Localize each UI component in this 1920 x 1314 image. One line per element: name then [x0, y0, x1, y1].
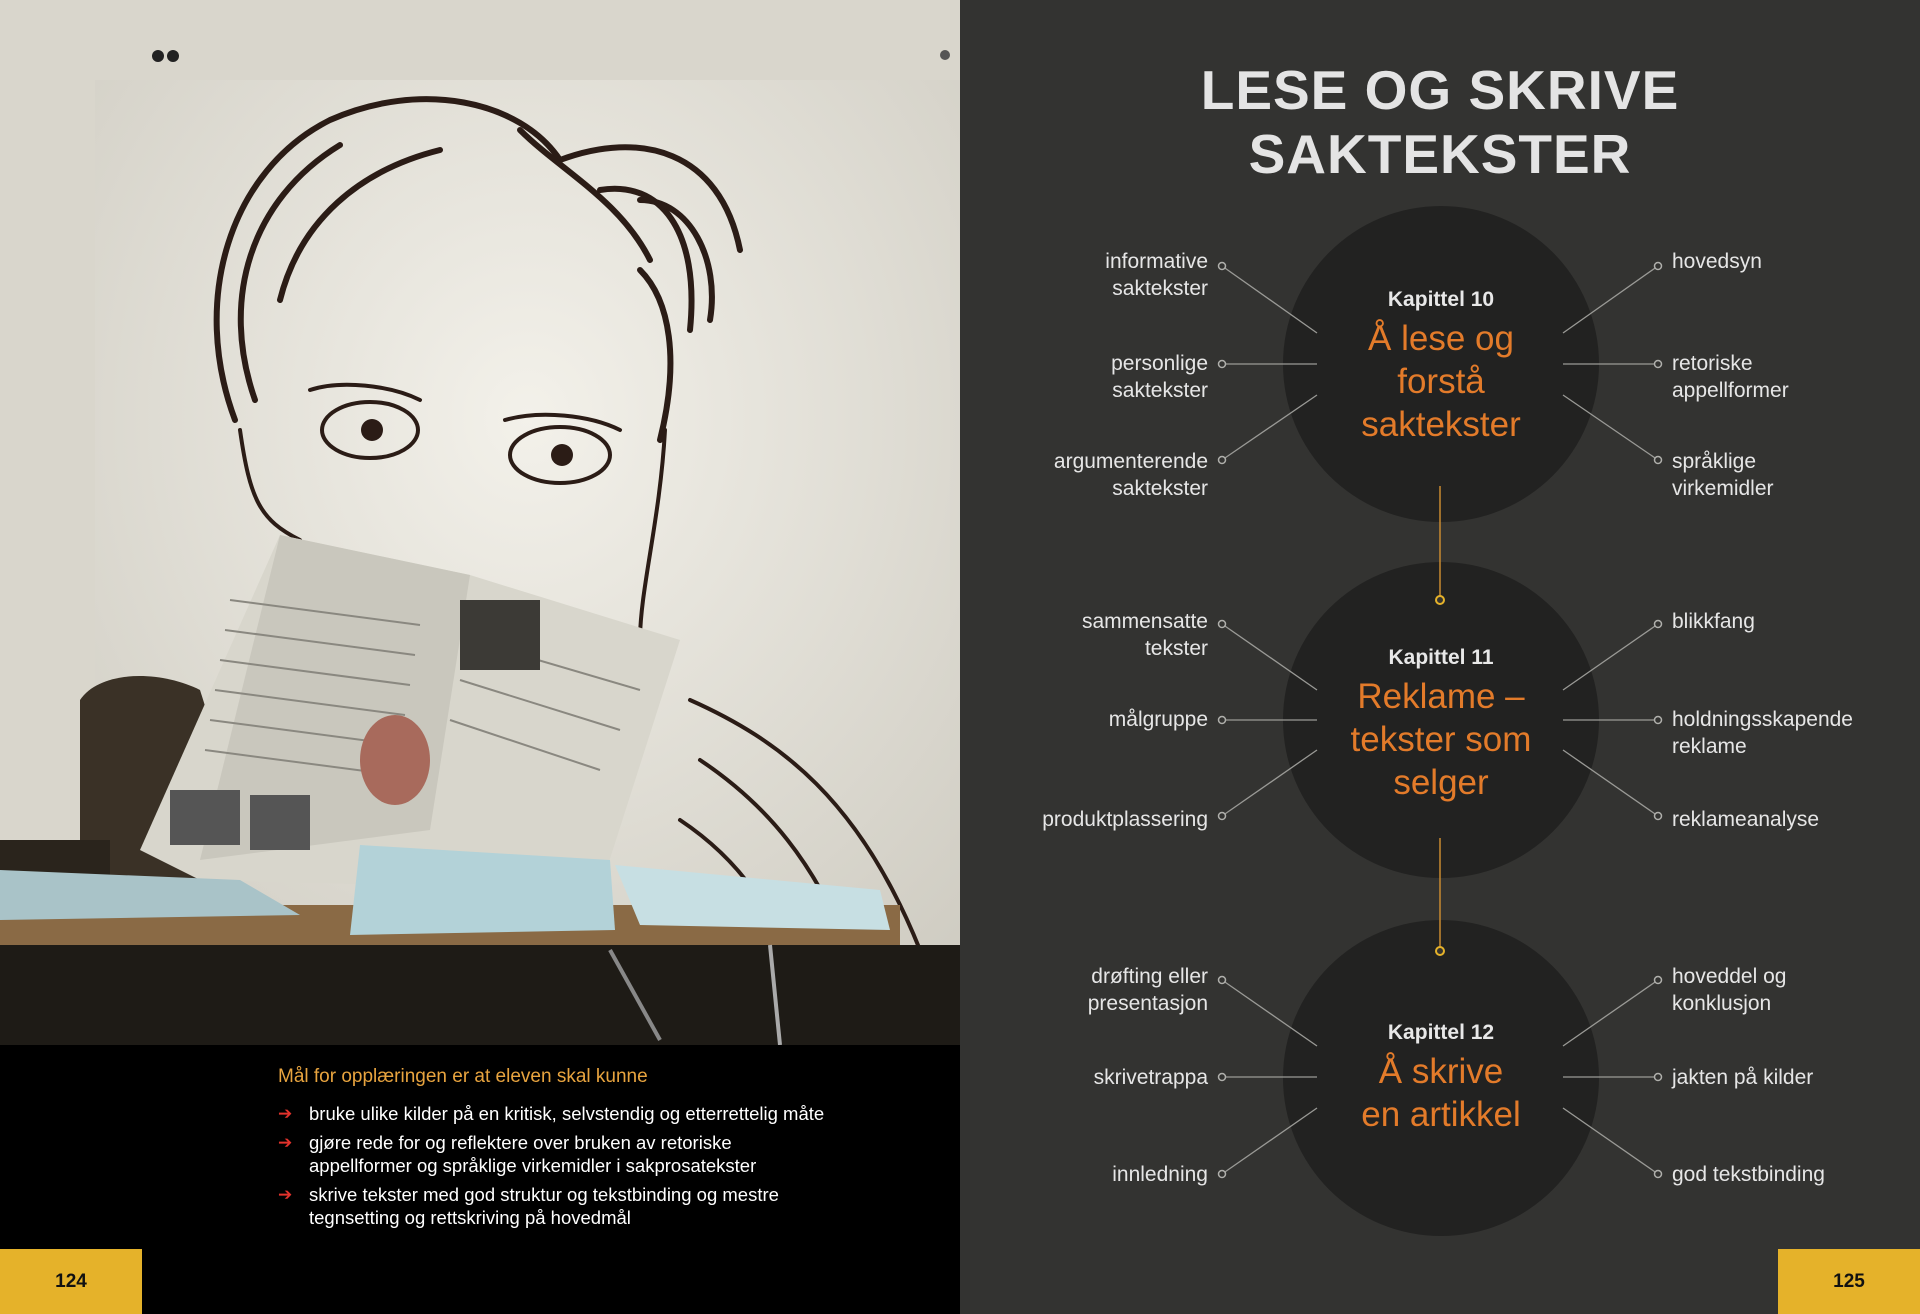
topic-line: informative	[1105, 250, 1208, 273]
chapter-title-line: selger	[1393, 763, 1489, 802]
goal-text: bruke ulike kilder på en kritisk, selvstendig og etterrettelig måte	[309, 1103, 825, 1124]
topic-label: blikkfang	[1672, 610, 1755, 633]
topic-line: reklame	[1672, 735, 1747, 758]
arrow-right-icon: ➔	[278, 1133, 293, 1152]
learning-goals	[278, 1066, 838, 1235]
topic-line: konklusjon	[1672, 992, 1772, 1015]
topic-line: virkemidler	[1672, 477, 1774, 500]
topic-line: saktekster	[1112, 477, 1208, 500]
topic-line: sammensatte	[1081, 610, 1208, 633]
chapter-title-line: Reklame –	[1357, 677, 1525, 716]
topic-label: produktplassering	[1042, 808, 1208, 831]
arrow-right-icon: ➔	[278, 1104, 293, 1123]
goals-list	[278, 1102, 838, 1229]
connector-lines	[1222, 266, 1658, 1174]
topic-label: innledning	[1112, 1163, 1208, 1186]
arrow-right-icon: ➔	[278, 1185, 293, 1204]
topic-line: presentasjon	[1087, 992, 1208, 1015]
topic-line: hoveddel og	[1672, 965, 1787, 988]
goal-item	[278, 1183, 838, 1229]
goals-heading: Mål for opplæringen er at eleven skal kunne	[278, 1066, 648, 1087]
goal-text: skrive tekster med god struktur og tekstbinding og mestre tegnsetting og rettskriving på hovedmål	[309, 1184, 779, 1228]
goal-item	[278, 1131, 838, 1177]
mindmap-connectors	[960, 0, 1920, 1314]
photo-man-reading-newspaper	[0, 0, 960, 1045]
topic-label: jakten på kilder	[1672, 1066, 1814, 1089]
topic-line: retoriske	[1672, 352, 1753, 375]
chapter-title-line: forstå	[1397, 362, 1485, 401]
goal-text: gjøre rede for og reflektere over bruken av retoriske appellformer og språklige virkemidler i sakprosatekster	[309, 1132, 757, 1176]
topic-line: saktekster	[1112, 277, 1208, 300]
title-line: LESE OG SKRIVE	[1200, 59, 1680, 121]
page-number-left: 124	[0, 1249, 142, 1314]
topic-line: argumenterende	[1053, 450, 1208, 473]
topic-line: personlige	[1111, 352, 1208, 375]
topic-line: saktekster	[1112, 379, 1208, 402]
chapter-label: Kapittel 10	[1387, 288, 1495, 311]
page-number-right: 125	[1778, 1249, 1920, 1314]
photo-illustration	[0, 0, 960, 1045]
chapter-label: Kapittel 12	[1387, 1021, 1495, 1044]
topic-label: reklameanalyse	[1672, 808, 1820, 831]
topic-label: god tekstbinding	[1672, 1163, 1825, 1186]
topic-label: hovedsyn	[1672, 250, 1762, 273]
title-line: SAKTEKSTER	[1248, 123, 1632, 185]
topic-line: tekster	[1144, 637, 1208, 660]
topic-line: holdningsskapende	[1672, 708, 1853, 731]
topic-line: appellformer	[1672, 379, 1789, 402]
topic-label: målgruppe	[1108, 708, 1208, 731]
chapter-title-line: saktekster	[1361, 405, 1521, 444]
topic-label: skrivetrappa	[1093, 1066, 1208, 1089]
chapter-title-line: Å skrive	[1378, 1052, 1504, 1091]
chapter-title-line: en artikkel	[1361, 1095, 1521, 1134]
topic-line: språklige	[1672, 450, 1757, 473]
chapter-title-line: Å lese og	[1368, 319, 1514, 358]
topic-line: drøfting eller	[1091, 965, 1208, 988]
goal-item	[278, 1102, 838, 1125]
chapter-title-line: tekster som	[1350, 720, 1532, 759]
chapter-label: Kapittel 11	[1388, 646, 1494, 669]
